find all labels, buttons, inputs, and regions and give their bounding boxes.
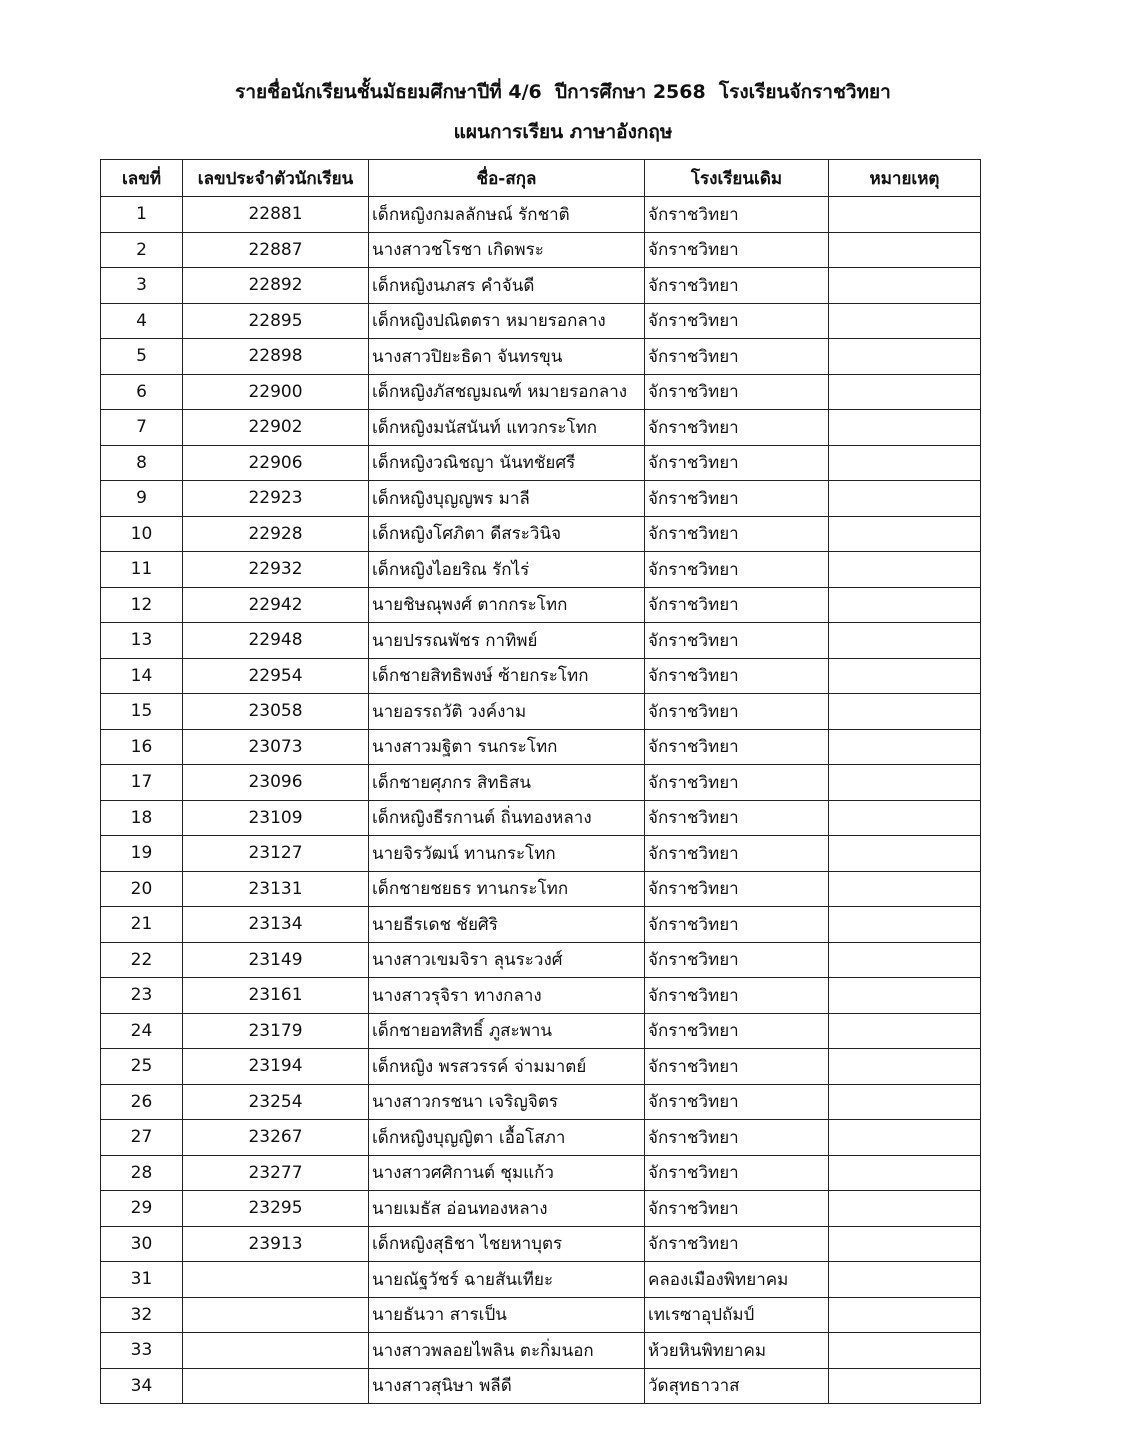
cell-student-id: 22932 — [183, 552, 369, 588]
cell-number: 13 — [101, 623, 183, 659]
cell-full-name: นายชิษณุพงศ์ ตากกระโทก — [369, 587, 645, 623]
cell-remarks — [829, 658, 981, 694]
table-row — [101, 1191, 981, 1227]
cell-previous-school: จักราชวิทยา — [645, 410, 829, 446]
cell-student-id: 22881 — [183, 197, 369, 233]
cell-student-id: 23149 — [183, 942, 369, 978]
cell-remarks — [829, 1120, 981, 1156]
cell-full-name: เด็กหญิงปณิตตรา หมายรอกลาง — [369, 303, 645, 339]
cell-remarks — [829, 1226, 981, 1262]
cell-student-id: 23109 — [183, 800, 369, 836]
cell-full-name: เด็กหญิงโศภิตา ดีสระวินิจ — [369, 516, 645, 552]
table-row — [101, 907, 981, 943]
cell-previous-school: จักราชวิทยา — [645, 481, 829, 517]
cell-full-name: เด็กชายชยธร ทานกระโทก — [369, 871, 645, 907]
cell-full-name: นางสาวรุจิรา ทางกลาง — [369, 978, 645, 1014]
table-row — [101, 1084, 981, 1120]
cell-remarks — [829, 1297, 981, 1333]
cell-remarks — [829, 729, 981, 765]
cell-full-name: นายณัฐวัชร์ ฉายสันเทียะ — [369, 1262, 645, 1298]
cell-student-id: 22900 — [183, 374, 369, 410]
cell-previous-school: จักราชวิทยา — [645, 942, 829, 978]
table-body — [101, 197, 981, 1404]
header-remarks: หมายเหตุ — [829, 160, 981, 197]
cell-number: 33 — [101, 1333, 183, 1369]
table-row — [101, 623, 981, 659]
cell-previous-school: จักราชวิทยา — [645, 694, 829, 730]
table-header-row — [101, 160, 981, 197]
cell-student-id: 22898 — [183, 339, 369, 375]
cell-full-name: เด็กชายอทสิทธิ์ ภูสะพาน — [369, 1013, 645, 1049]
cell-previous-school: จักราชวิทยา — [645, 623, 829, 659]
table-row — [101, 410, 981, 446]
cell-remarks — [829, 410, 981, 446]
cell-number: 17 — [101, 765, 183, 801]
cell-previous-school: จักราชวิทยา — [645, 800, 829, 836]
cell-full-name: เด็กหญิงภัสชญมณฑ์ หมายรอกลาง — [369, 374, 645, 410]
cell-number: 5 — [101, 339, 183, 375]
cell-student-id — [183, 1262, 369, 1298]
cell-previous-school: จักราชวิทยา — [645, 1013, 829, 1049]
cell-previous-school: จักราชวิทยา — [645, 516, 829, 552]
cell-previous-school: จักราชวิทยา — [645, 374, 829, 410]
cell-previous-school: จักราชวิทยา — [645, 197, 829, 233]
cell-remarks — [829, 1013, 981, 1049]
table-row — [101, 658, 981, 694]
cell-number: 2 — [101, 232, 183, 268]
cell-student-id: 22887 — [183, 232, 369, 268]
table-row — [101, 339, 981, 375]
cell-remarks — [829, 1191, 981, 1227]
cell-number: 6 — [101, 374, 183, 410]
cell-previous-school: จักราชวิทยา — [645, 232, 829, 268]
cell-student-id — [183, 1297, 369, 1333]
cell-student-id: 23179 — [183, 1013, 369, 1049]
cell-full-name: เด็กหญิงบุญญิตา เอื้อโสภา — [369, 1120, 645, 1156]
cell-full-name: เด็กหญิงนภสร คำจันดี — [369, 268, 645, 304]
cell-number: 25 — [101, 1049, 183, 1085]
cell-remarks — [829, 694, 981, 730]
cell-previous-school: จักราชวิทยา — [645, 552, 829, 588]
cell-remarks — [829, 978, 981, 1014]
cell-remarks — [829, 587, 981, 623]
cell-remarks — [829, 445, 981, 481]
cell-remarks — [829, 268, 981, 304]
header-student-id: เลขประจำตัวนักเรียน — [183, 160, 369, 197]
cell-number: 11 — [101, 552, 183, 588]
cell-full-name: เด็กหญิงมนัสนันท์ แทวกระโทก — [369, 410, 645, 446]
cell-number: 31 — [101, 1262, 183, 1298]
cell-previous-school: จักราชวิทยา — [645, 1084, 829, 1120]
cell-student-id: 22906 — [183, 445, 369, 481]
cell-remarks — [829, 1049, 981, 1085]
cell-previous-school: จักราชวิทยา — [645, 836, 829, 872]
cell-previous-school: จักราชวิทยา — [645, 445, 829, 481]
cell-full-name: เด็กชายสิทธิพงษ์ ซ้ายกระโทก — [369, 658, 645, 694]
cell-student-id: 22928 — [183, 516, 369, 552]
document-subtitle: แผนการเรียน ภาษาอังกฤษ — [453, 121, 673, 143]
cell-student-id: 23254 — [183, 1084, 369, 1120]
table-row — [101, 1155, 981, 1191]
cell-number: 23 — [101, 978, 183, 1014]
cell-full-name: นายจิรวัฒน์ ทานกระโทก — [369, 836, 645, 872]
cell-number: 14 — [101, 658, 183, 694]
cell-full-name: เด็กหญิงสุธิชา ไชยหาบุตร — [369, 1226, 645, 1262]
cell-remarks — [829, 232, 981, 268]
cell-student-id: 22923 — [183, 481, 369, 517]
table-row — [101, 694, 981, 730]
table-row — [101, 1262, 981, 1298]
cell-student-id: 22954 — [183, 658, 369, 694]
cell-number: 10 — [101, 516, 183, 552]
cell-number: 16 — [101, 729, 183, 765]
table-row — [101, 1368, 981, 1404]
cell-number: 21 — [101, 907, 183, 943]
cell-previous-school: จักราชวิทยา — [645, 729, 829, 765]
cell-remarks — [829, 765, 981, 801]
cell-student-id: 23161 — [183, 978, 369, 1014]
cell-student-id: 23267 — [183, 1120, 369, 1156]
cell-previous-school: จักราชวิทยา — [645, 339, 829, 375]
cell-student-id: 23277 — [183, 1155, 369, 1191]
cell-remarks — [829, 374, 981, 410]
cell-student-id: 22942 — [183, 587, 369, 623]
table-row — [101, 374, 981, 410]
cell-full-name: นางสาวเขมจิรา ลุนระวงศ์ — [369, 942, 645, 978]
cell-number: 24 — [101, 1013, 183, 1049]
cell-student-id: 23073 — [183, 729, 369, 765]
cell-full-name: เด็กหญิงวณิชญา นันทชัยศรี — [369, 445, 645, 481]
cell-previous-school: วัดสุทธาวาส — [645, 1368, 829, 1404]
cell-remarks — [829, 800, 981, 836]
cell-previous-school: จักราชวิทยา — [645, 978, 829, 1014]
cell-number: 1 — [101, 197, 183, 233]
table-row — [101, 552, 981, 588]
cell-remarks — [829, 552, 981, 588]
cell-number: 22 — [101, 942, 183, 978]
table-row — [101, 1013, 981, 1049]
table-row — [101, 303, 981, 339]
cell-full-name: นายเมธัส อ่อนทองหลาง — [369, 1191, 645, 1227]
cell-full-name: เด็กหญิงกมลลักษณ์ รักชาติ — [369, 197, 645, 233]
cell-full-name: นางสาวพลอยไพลิน ตะกิ่มนอก — [369, 1333, 645, 1369]
cell-previous-school: คลองเมืองพิทยาคม — [645, 1262, 829, 1298]
table-row — [101, 871, 981, 907]
cell-previous-school: เทเรซาอุปถัมป์ — [645, 1297, 829, 1333]
cell-full-name: เด็กหญิง พรสวรรค์ จ่ามมาตย์ — [369, 1049, 645, 1085]
cell-student-id: 23134 — [183, 907, 369, 943]
header-full-name: ชื่อ-สกุล — [369, 160, 645, 197]
table-row — [101, 1333, 981, 1369]
cell-remarks — [829, 303, 981, 339]
cell-remarks — [829, 871, 981, 907]
cell-remarks — [829, 1368, 981, 1404]
cell-full-name: นางสาวชโรชา เกิดพระ — [369, 232, 645, 268]
cell-full-name: เด็กหญิงไอยริณ รักไร่ — [369, 552, 645, 588]
table-row — [101, 1226, 981, 1262]
table-row — [101, 978, 981, 1014]
cell-student-id: 22902 — [183, 410, 369, 446]
table-row — [101, 942, 981, 978]
cell-number: 8 — [101, 445, 183, 481]
cell-number: 30 — [101, 1226, 183, 1262]
cell-previous-school: จักราชวิทยา — [645, 907, 829, 943]
cell-previous-school: จักราชวิทยา — [645, 1191, 829, 1227]
cell-student-id: 23058 — [183, 694, 369, 730]
cell-number: 34 — [101, 1368, 183, 1404]
cell-previous-school: จักราชวิทยา — [645, 871, 829, 907]
table-row — [101, 800, 981, 836]
header-previous-school: โรงเรียนเดิม — [645, 160, 829, 197]
cell-full-name: นางสาวศศิกานต์ ชุมแก้ว — [369, 1155, 645, 1191]
cell-previous-school: จักราชวิทยา — [645, 587, 829, 623]
cell-number: 18 — [101, 800, 183, 836]
cell-number: 27 — [101, 1120, 183, 1156]
cell-remarks — [829, 1333, 981, 1369]
table-row — [101, 836, 981, 872]
table-row — [101, 1049, 981, 1085]
cell-full-name: นายปรรณพัชร กาทิพย์ — [369, 623, 645, 659]
cell-full-name: นางสาวสุนิษา พลีดี — [369, 1368, 645, 1404]
cell-student-id: 22895 — [183, 303, 369, 339]
cell-previous-school: จักราชวิทยา — [645, 268, 829, 304]
cell-remarks — [829, 907, 981, 943]
cell-number: 4 — [101, 303, 183, 339]
table-row — [101, 268, 981, 304]
cell-full-name: นายอรรถวัติ วงค์งาม — [369, 694, 645, 730]
cell-number: 7 — [101, 410, 183, 446]
cell-number: 9 — [101, 481, 183, 517]
cell-previous-school: ห้วยหินพิทยาคม — [645, 1333, 829, 1369]
cell-number: 15 — [101, 694, 183, 730]
cell-student-id: 23194 — [183, 1049, 369, 1085]
table-row — [101, 587, 981, 623]
cell-remarks — [829, 1262, 981, 1298]
cell-student-id — [183, 1368, 369, 1404]
cell-remarks — [829, 516, 981, 552]
table-row — [101, 1120, 981, 1156]
table-row — [101, 445, 981, 481]
cell-student-id: 23096 — [183, 765, 369, 801]
cell-number: 20 — [101, 871, 183, 907]
cell-student-id: 23127 — [183, 836, 369, 872]
cell-number: 3 — [101, 268, 183, 304]
cell-full-name: เด็กชายศุภกร สิทธิสน — [369, 765, 645, 801]
cell-remarks — [829, 836, 981, 872]
cell-previous-school: จักราชวิทยา — [645, 1155, 829, 1191]
cell-remarks — [829, 1155, 981, 1191]
cell-full-name: นางสาวปิยะธิดา จันทรขุน — [369, 339, 645, 375]
cell-student-id: 23295 — [183, 1191, 369, 1227]
table-row — [101, 729, 981, 765]
cell-number: 28 — [101, 1155, 183, 1191]
cell-student-id: 23913 — [183, 1226, 369, 1262]
header-number: เลขที่ — [101, 160, 183, 197]
cell-previous-school: จักราชวิทยา — [645, 1049, 829, 1085]
cell-full-name: นางสาวกรชนา เจริญจิตร — [369, 1084, 645, 1120]
table-row — [101, 197, 981, 233]
cell-number: 19 — [101, 836, 183, 872]
cell-remarks — [829, 481, 981, 517]
cell-remarks — [829, 942, 981, 978]
cell-number: 12 — [101, 587, 183, 623]
table-row — [101, 516, 981, 552]
cell-number: 26 — [101, 1084, 183, 1120]
cell-number: 32 — [101, 1297, 183, 1333]
student-roster-table — [100, 159, 981, 1404]
cell-previous-school: จักราชวิทยา — [645, 658, 829, 694]
cell-previous-school: จักราชวิทยา — [645, 1226, 829, 1262]
cell-full-name: นางสาวมฐิตา รนกระโทก — [369, 729, 645, 765]
cell-full-name: นายธีรเดช ชัยศิริ — [369, 907, 645, 943]
table-row — [101, 1297, 981, 1333]
table-row — [101, 232, 981, 268]
cell-student-id: 23131 — [183, 871, 369, 907]
cell-previous-school: จักราชวิทยา — [645, 303, 829, 339]
cell-full-name: เด็กหญิงบุญญพร มาลี — [369, 481, 645, 517]
cell-remarks — [829, 1084, 981, 1120]
cell-student-id: 22892 — [183, 268, 369, 304]
cell-remarks — [829, 339, 981, 375]
cell-student-id — [183, 1333, 369, 1369]
cell-previous-school: จักราชวิทยา — [645, 1120, 829, 1156]
cell-student-id: 22948 — [183, 623, 369, 659]
table-row — [101, 765, 981, 801]
cell-full-name: นายธันวา สารเป็น — [369, 1297, 645, 1333]
cell-full-name: เด็กหญิงธีรกานต์ ถิ่นทองหลาง — [369, 800, 645, 836]
cell-remarks — [829, 623, 981, 659]
document-title: รายชื่อนักเรียนชั้นมัธยมศึกษาปีที่ 4/6 ปีการศึกษา 2568 โรงเรียนจักราชวิทยา — [235, 81, 891, 103]
cell-previous-school: จักราชวิทยา — [645, 765, 829, 801]
cell-number: 29 — [101, 1191, 183, 1227]
cell-remarks — [829, 197, 981, 233]
table-row — [101, 481, 981, 517]
